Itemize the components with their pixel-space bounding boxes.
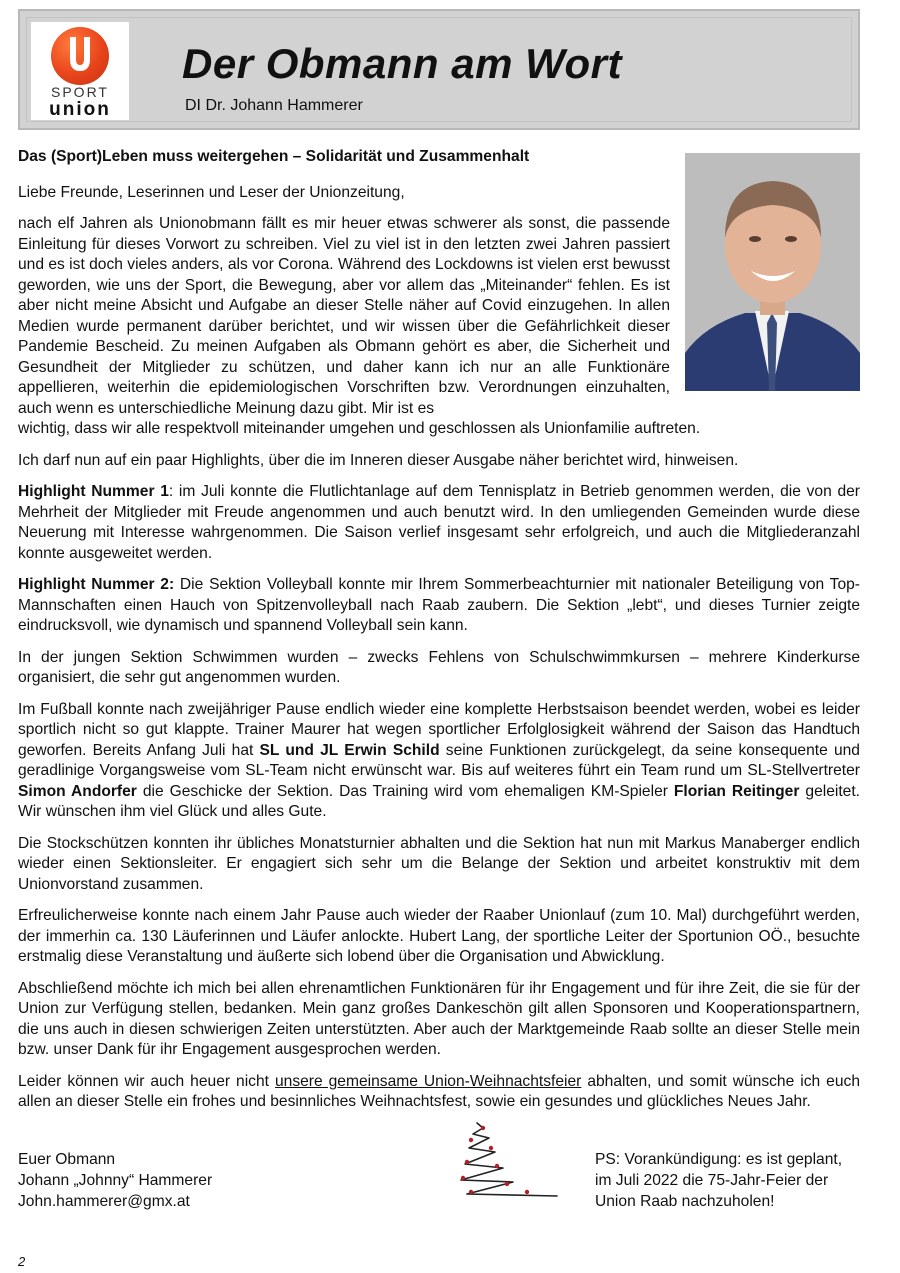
article-headline: Das (Sport)Leben muss weitergehen – Solidarität und Zusammenhalt bbox=[18, 148, 530, 165]
page-title: Der Obmann am Wort bbox=[182, 40, 622, 87]
football-name-andorfer: Simon Andorfer bbox=[18, 782, 137, 800]
paragraph-intro-end: wichtig, dass wir alle respektvoll miteinander umgehen und geschlossen als Unionfamilie auftreten. bbox=[18, 420, 701, 437]
paragraph-football bbox=[18, 700, 860, 823]
football-name-reitinger: Florian Reitinger bbox=[673, 782, 800, 800]
football-name-schild: SL und JL Erwin Schild bbox=[259, 741, 440, 759]
logo-u-icon bbox=[51, 27, 109, 85]
signature-block bbox=[18, 1149, 212, 1212]
christmas-text-1: Leider können wir auch heuer nicht bbox=[18, 1072, 275, 1090]
football-text-2: seine Funktionen zurückgelegt, da seine konsequente und geradlinige Vorgangsweise vom SL-Team nicht erwünscht war. Bis auf weiteres führt ein Team rund um SL-Stellvertreter bbox=[18, 741, 860, 779]
football-text-3: die Geschicke der Sektion. Das Training wird vom ehemaligen KM-Spieler bbox=[136, 782, 674, 800]
highlight-1-label: Highlight Nummer 1 bbox=[18, 483, 169, 500]
football-text-4: geleitet. Wir wünschen ihm viel Glück und alles Gute. bbox=[18, 782, 861, 820]
football-text-1: Im Fußball konnte nach zweijähriger Pause endlich wieder eine komplette Herbstsaison beendet werden, wobei es leider sportlich nicht so gut klappte. Trainer Maurer hat wegen sportlicher Erfolglosigkeit während der Saison das Handtuch geworfen. Bereits Anfang Juli hat bbox=[18, 700, 860, 759]
christmas-text-2: abhalten, und somit wünsche ich euch allen an dieser Stelle ein frohes und besinnliches Weihnachtsfest, sowie ein gesundes und glückliches Neues Jahr. bbox=[18, 1072, 860, 1110]
highlight-2-text: Die Sektion Volleyball konnte mir Ihrem Sommerbeachturnier mit nationaler Beteiligung von Top-Mannschaften einen Hauch von Spitzenvolleyball nach Raab zaubern. Die Sektion „lebt“, und dieses Turnier zeigte eindrucksvoll, wie dynamisch und spannend Volleyball sein kann. bbox=[18, 576, 860, 634]
header-banner bbox=[18, 9, 860, 130]
paragraph-highlight-1 bbox=[18, 482, 860, 564]
paragraph-christmas bbox=[18, 1072, 860, 1113]
paragraph-unionlauf: Erfreulicherweise konnte nach einem Jahr Pause auch wieder der Raaber Unionlauf (zum 10. Mal) durchgeführt werden, der immerhin ca. 130 Läuferinnen und Läufer anlockte. Hubert Lang, der sportliche Leiter der Sportunion OÖ., besuchte erstmalig diese Veranstaltung und äußerte sich lobend über die Organisation und Abwicklung. bbox=[18, 907, 860, 965]
signature-email: John.hammerer@gmx.at bbox=[18, 1193, 190, 1210]
article-body bbox=[18, 147, 860, 1124]
greeting: Liebe Freunde, Leserinnen und Leser der Unionzeitung, bbox=[18, 183, 405, 201]
highlight-1-text: : im Juli konnte die Flutlichtanlage auf dem Tennisplatz in Betrieb genommen werden, die von der Mehrheit der Mitglieder mit Freude angenommen und auch benutzt wird. In den umliegenden Gemeinden wurde diese Neuerung mit Interesse wahrgenommen. Die Saison verlief insgesamt sehr erfolgreich, und auch die Mitgliederanzahl konnte ausgeweitet werden. bbox=[18, 483, 860, 562]
logo-union-text: union bbox=[49, 99, 111, 120]
ps-note: PS: Vorankündigung: es ist geplant, im Juli 2022 die 75-Jahr-Feier der Union Raab nachzuholen! bbox=[595, 1151, 843, 1210]
highlight-2-label: Highlight Nummer 2: bbox=[18, 576, 175, 593]
signature-line-2: Johann „Johnny“ Hammerer bbox=[18, 1172, 213, 1189]
paragraph-thanks: Abschließend möchte ich mich bei allen ehrenamtlichen Funktionären für ihr Engagement und für ihre Zeit, die sie für der Union zur Verfügung stellen, bedanken. Mein ganz großes Dankeschön gilt allen Sponsoren und Kooperationspartnern, die uns auch in diesen schwierigen Zeiten unterstützten. Aber auch der Marktgemeinde Raab sollte an dieser Stelle mein bzw. unser Dank für ihr Engagement ausgesprochen werden. bbox=[18, 979, 860, 1058]
logo-sport-text: SPORT bbox=[51, 84, 109, 100]
paragraph-stockschuetzen: Die Stockschützen konnten ihr übliches Monatsturnier abhalten und die Sektion hat nun mit Markus Manaberger endlich wieder einen Sektionsleiter. Er engagiert sich sehr um die Belange der Sektion und arbeitet konstruktiv mit dem Unionvorstand zusammen. bbox=[18, 834, 860, 893]
christmas-tree-icon bbox=[447, 1118, 562, 1203]
author-name: DI Dr. Johann Hammerer bbox=[185, 97, 363, 114]
paragraph-highlight-2 bbox=[18, 575, 860, 637]
signature-line-1: Euer Obmann bbox=[18, 1151, 116, 1168]
paragraph-swimming: In der jungen Sektion Schwimmen wurden – zwecks Fehlens von Schulschwimmkursen – mehrere Kinderkurse organisiert, die sehr gut angenommen wurden. bbox=[18, 648, 860, 686]
paragraph-intro: nach elf Jahren als Unionobmann fällt es mir heuer etwas schwerer als sonst, die passende Einleitung für dieses Vorwort zu schreiben. Viel zu viel ist in den letzten zwei Jahren passiert und es ist doch vieles anders, als vor Corona. Während des Lockdowns ist vielen erst bewusst geworden, wie uns der Sport, die Bewegung, aber vor allem das „Miteinander“ fehlen. Es ist aber nicht meine Absicht und Aufgabe an dieser Stelle näher auf Covid einzugehen. In allen Medien wurde permanent darüber berichtet, und wir wissen über die Gefährlichkeit dieser Pandemie Bescheid. Zu meinen Aufgaben als Obmann gehört es aber, die Sicherheit und Gesundheit der Mitglieder zu schützen, und daher kann ich nur an alle Funktionäre appellieren, weiterhin die epidemiologischen Vorschriften bzw. Verordnungen einzuhalten, auch wenn es unterschiedliche Meinung dazu gibt. Mir ist es bbox=[18, 215, 670, 417]
page-number: 2 bbox=[18, 1254, 26, 1269]
sport-union-logo bbox=[31, 22, 129, 120]
paragraph-highlights-intro: Ich darf nun auf ein paar Highlights, über die im Inneren dieser Ausgabe näher berichtet wird, hinweisen. bbox=[18, 451, 739, 469]
christmas-underlined: unsere gemeinsame Union-Weihnachtsfeier bbox=[274, 1072, 582, 1090]
